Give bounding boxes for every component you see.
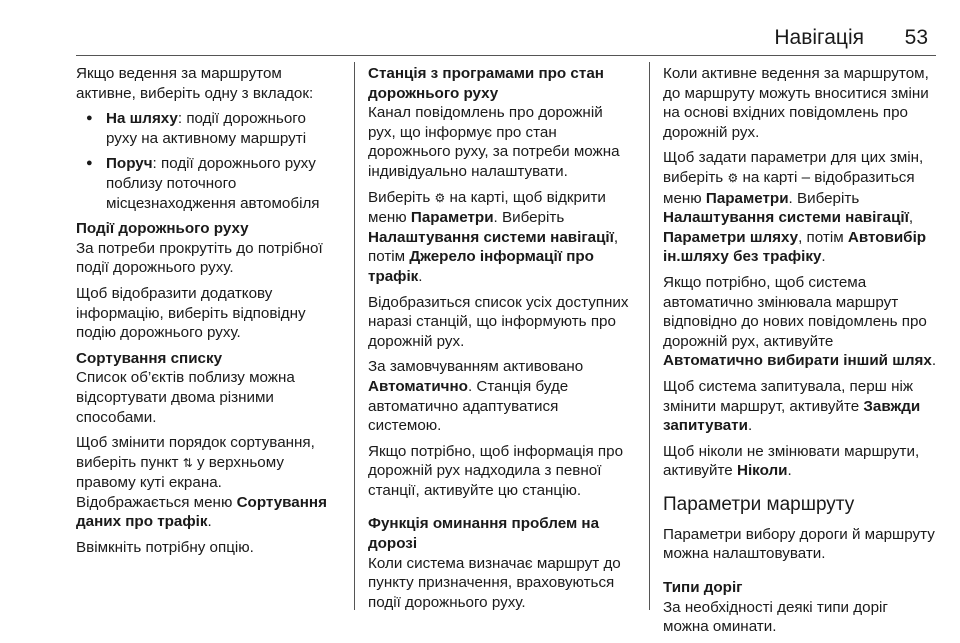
settings-icon: ⚙ — [434, 190, 446, 205]
column-divider — [649, 62, 650, 610]
settings-icon: ⚙ — [727, 170, 739, 185]
sort-icon: ⇅ — [182, 455, 193, 470]
section-heading: Функція оминання проблем на дорозі — [368, 515, 600, 553]
header-rule — [76, 55, 936, 56]
bullet-term: Поруч — [106, 155, 153, 173]
bullet-term: На шляху — [106, 110, 178, 128]
bullet-text: : події дорожнього руху на активному маршруті — [106, 110, 307, 147]
paragraph: Ввімкніть потрібну опцію. — [76, 539, 254, 557]
list-item — [76, 109, 340, 148]
section-heading: Сортування списку — [76, 349, 223, 367]
paragraph: Щоб задати параметри для цих змін, виберіть ⚙ на карті – відобразиться меню Параметри. Виберіть Налаштування системи навігації, Параметри шляху, потім Автовибір ін.шляху без трафіку. — [663, 149, 927, 266]
page-header — [76, 26, 936, 50]
paragraph: Коли активне ведення за маршрутом, до маршруту можуть вноситися зміни на основі вхідних повідомлень про дорожній рух. — [663, 65, 929, 141]
paragraph: Канал повідомлень про дорожній рух, що інформує про стан дорожнього руху, за потреби можна індивідуально налаштувати. — [368, 104, 620, 180]
section-heading: Станція з програмами про стан дорожнього руху — [368, 65, 604, 102]
paragraph: Якщо потрібно, щоб система автоматично змінювала маршрут відповідно до нових повідомлень про дорожній рух, активуйте Автоматично вибирати інший шлях. — [663, 273, 937, 370]
column-2 — [368, 64, 634, 618]
paragraph: Параметри вибору дороги й маршруту можна налаштовувати. — [663, 525, 935, 563]
paragraph: Коли система визначає маршрут до пункту призначення, враховуються події дорожнього руху. — [368, 554, 621, 611]
section-heading: Події дорожнього руху — [76, 220, 249, 238]
paragraph: Щоб ніколи не змінювати маршрути, активуйте Ніколи. — [663, 442, 920, 480]
paragraph: Якщо потрібно, щоб інформація про дорожній рух надходила з певної станції, активуйте цю станцію. — [368, 442, 624, 499]
intro-text: Якщо ведення за маршрутом активне, виберіть одну з вкладок: — [76, 65, 314, 102]
page-title: Навігація — [774, 26, 864, 49]
page-number: 53 — [904, 26, 928, 49]
paragraph: За необхідності деякі типи доріг можна оминати. — [663, 598, 888, 636]
paragraph: Щоб змінити порядок сортування, виберіть пункт ⇅ у верхньому правому куті екрана. — [76, 434, 315, 492]
column-1 — [76, 64, 340, 564]
paragraph: Список об’єктів поблизу можна відсортувати двома різними способами. — [76, 369, 295, 426]
bullet-text: : події дорожнього руху поблизу поточного місцезнаходження автомобіля — [106, 155, 320, 212]
tab-list — [76, 109, 340, 213]
paragraph: Відображається меню Сортування даних про трафік. — [76, 493, 327, 531]
paragraph: За замовчуванням активовано Автоматично. Станція буде автоматично адаптуватися системою. — [368, 358, 584, 435]
column-divider — [354, 62, 355, 610]
paragraph: Щоб система запитувала, перш ніж змінити маршрут, активуйте Завжди запитувати. — [663, 377, 921, 435]
paragraph: За потреби прокрутіть до потрібної події дорожнього руху. — [76, 239, 323, 277]
subsection-title: Параметри маршруту — [663, 493, 855, 515]
paragraph: Щоб відобразити додаткову інформацію, виберіть відповідну подію дорожнього руху. — [76, 284, 306, 342]
list-item — [76, 154, 340, 213]
paragraph: Виберіть ⚙ на карті, щоб відкрити меню Параметри. Виберіть Налаштування системи навігації, потім Джерело інформації про трафік. — [368, 188, 619, 285]
section-heading: Типи доріг — [663, 579, 743, 597]
column-3 — [663, 64, 937, 643]
paragraph: Відобразиться список усіх доступних наразі станцій, що інформують про дорожній рух. — [368, 293, 629, 350]
